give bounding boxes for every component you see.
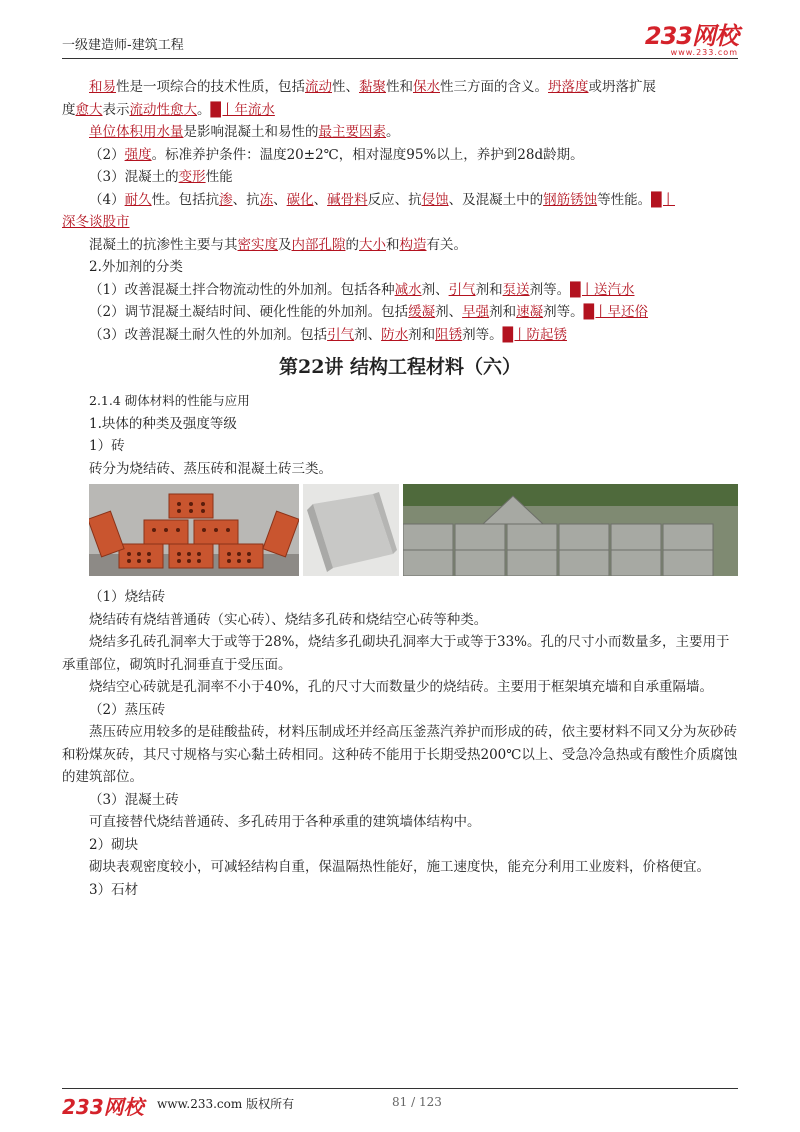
text: 性能 [205,169,233,185]
autoclaved-brick-photo [303,484,399,576]
text: 剂等。 [462,326,503,343]
text: 性是一项综合的技术性质，包括 [116,79,305,95]
header-logo-text: 233网校 [644,22,738,50]
paragraph-perforated: 烧结多孔砖孔洞率大于或等于28%，烧结多孔砌块孔洞率大于或等于33%。孔的尺寸小而数量多，主要用于承重部位，砌筑时孔洞垂直于受压面。 [62,634,730,673]
text: 或坍落扩展 [588,79,656,95]
paragraph-water [62,121,738,144]
text: 性三方面的含义。 [440,79,548,95]
heading-block: 2）砌块 [89,836,139,853]
text: 、 [273,191,287,208]
mnemonic: █丨防起锈 [502,326,567,343]
heading-autoclaved-brick: （2）蒸压砖 [89,701,166,718]
hl-term: 单位体积用水量 [89,124,184,140]
header-title: 一级建造师-建筑工程 [62,38,184,53]
footer-logo: 233网校 [62,1095,144,1119]
fired-brick-photo [89,484,299,576]
text: 性、 [332,79,359,95]
text: （1）改善混凝土拌合物流动性的外加剂。包括各种 [89,281,395,298]
hl-term: 泵送 [502,281,530,298]
brick-photos [89,484,738,580]
hl-term: 耐久 [124,191,152,208]
hl-term: 碳化 [286,191,314,208]
text: （3）改善混凝土耐久性的外加剂。包括 [89,326,328,343]
concrete-brick-photo [403,484,738,576]
paragraph-brick-types: 砖分为烧结砖、蒸压砖和混凝土砖三类。 [89,460,332,477]
hl-term: 冻 [259,191,274,208]
hl-term: 速凝 [516,304,544,320]
text: 及 [278,236,292,253]
section-title: 第22讲 结构工程材料（六） [278,356,522,378]
heading-admixtures: 2.外加剂的分类 [89,259,183,275]
hl-term: 愈大 [75,101,103,118]
text: 、 [313,191,328,208]
page-content [62,76,738,901]
page-number: 81 / 123 [392,1095,442,1109]
hl-term: 和易 [89,79,116,95]
paragraph-durability [62,189,738,212]
hl-term: 减水 [394,281,422,298]
hl-term: 缓凝 [408,304,436,320]
header-logo-url: www.233.com [670,48,738,57]
text: 剂、 [354,326,382,343]
paragraph-block: 砌块表观密度较小，可减轻结构自重，保温隔热性能好，施工速度快，能充分利用工业废料，价格便宜。 [89,859,710,875]
hl-term: 大小 [359,236,386,253]
text: 、抗 [232,191,260,208]
heading-brick: 1）砖 [89,438,125,454]
text: 是影响混凝土和易性的 [183,124,319,140]
heading-block-types: 1.块体的种类及强度等级 [89,415,237,432]
hl-term: 防水 [381,326,409,343]
paragraph-admixture-1 [62,279,738,302]
text: 剂和 [489,304,517,320]
paragraph-workability-cont [62,99,738,122]
hl-term: 流动性愈大 [129,101,197,118]
text: 剂和 [408,326,436,343]
text: 表示 [102,101,130,118]
text: 。标准养护条件：温度20±2℃，相对湿度95%以上，养护到28d龄期。 [151,146,584,163]
heading-fired-brick: （1）烧结砖 [89,589,166,605]
text: 反应、抗 [367,191,422,208]
paragraph-workability [62,76,738,99]
paragraph-strength [62,144,738,167]
text: （3）混凝土的 [89,169,179,185]
mnemonic: █丨早还俗 [583,304,648,320]
hl-term: 密实度 [237,236,278,253]
heading-concrete-brick: （3）混凝土砖 [89,791,179,808]
text: 有关。 [426,236,467,253]
text: 剂、 [421,281,449,298]
mnemonic: █丨 [651,191,675,208]
hl-term: 流动 [305,79,332,95]
paragraph-hollow: 烧结空心砖就是孔洞率不小于40%，孔的尺寸大而数量少的烧结砖。主要用于框架填充墙和自承重隔墙。 [89,679,714,695]
hl-term: 渗 [219,191,233,208]
hl-term: 构造 [399,236,427,253]
text: （4） [89,191,125,208]
text: 剂等。 [529,281,571,298]
text: 和 [386,236,400,253]
subsection-heading: 2.1.4 砌体材料的性能与应用 [89,393,250,408]
paragraph-durability-cont [62,211,738,234]
paragraph-fired-types: 烧结砖有烧结普通砖（实心砖）、烧结多孔砖和烧结空心砖等种类。 [89,611,488,628]
hl-term: 坍落度 [548,79,589,95]
text: 的 [345,236,359,253]
paragraph-impermeability [62,234,738,257]
hl-term: 保水 [413,79,440,95]
hl-term: 变形 [178,169,206,185]
text: 。 [197,101,211,118]
hl-term: 引气 [448,281,476,298]
text: 剂和 [475,281,503,298]
text: 、及混凝土中的 [448,191,544,208]
page-header [62,22,738,59]
text: 等性能。 [597,191,652,208]
text: 性。包括抗 [151,191,220,208]
hl-term: 碱骨料 [327,191,368,208]
text: 剂等。 [543,304,584,320]
paragraph-deformation [62,166,738,189]
mnemonic: █丨年流水 [210,101,275,118]
hl-term: 引气 [327,326,355,343]
paragraph-concrete-brick: 可直接替代烧结普通砖、多孔砖用于各种承重的建筑墙体结构中。 [89,814,481,830]
text: 。 [386,124,400,140]
text: 性和 [386,79,413,95]
text: 混凝土的抗渗性主要与其 [89,236,238,253]
text: （2） [89,146,125,163]
mnemonic: 深冬谈股市 [62,214,130,230]
heading-stone: 3）石材 [89,881,139,898]
footer-copyright: www.233.com 版权所有 [157,1097,295,1111]
text: （2）调节混凝土凝结时间、硬化性能的外加剂。包括 [89,304,409,320]
hl-term: 钢筋锈蚀 [543,191,598,208]
hl-term: 侵蚀 [421,191,449,208]
hl-term: 早强 [462,304,490,320]
text: 剂、 [435,304,463,320]
text: 度 [62,101,76,118]
hl-term: 黏聚 [359,79,386,95]
hl-term: 强度 [124,146,152,163]
hl-term: 最主要因素 [318,124,386,140]
page-footer [62,1088,738,1119]
paragraph-admixture-2 [62,301,738,324]
paragraph-autoclaved: 蒸压砖应用较多的是硅酸盐砖，材料压制成坯并经高压釜蒸汽养护而形成的砖，依主要材料不同又分为灰砂砖和粉煤灰砖，其尺寸规格与实心黏土砖相同。这种砖不能用于长期受热200℃以上、受急冷急热或有酸性介质腐蚀的建筑部位。 [62,724,738,785]
paragraph-admixture-3 [62,324,738,347]
hl-term: 阻锈 [435,326,463,343]
mnemonic: █丨送汽水 [570,281,635,298]
header-logo [645,24,738,57]
hl-term: 内部孔隙 [291,236,346,253]
